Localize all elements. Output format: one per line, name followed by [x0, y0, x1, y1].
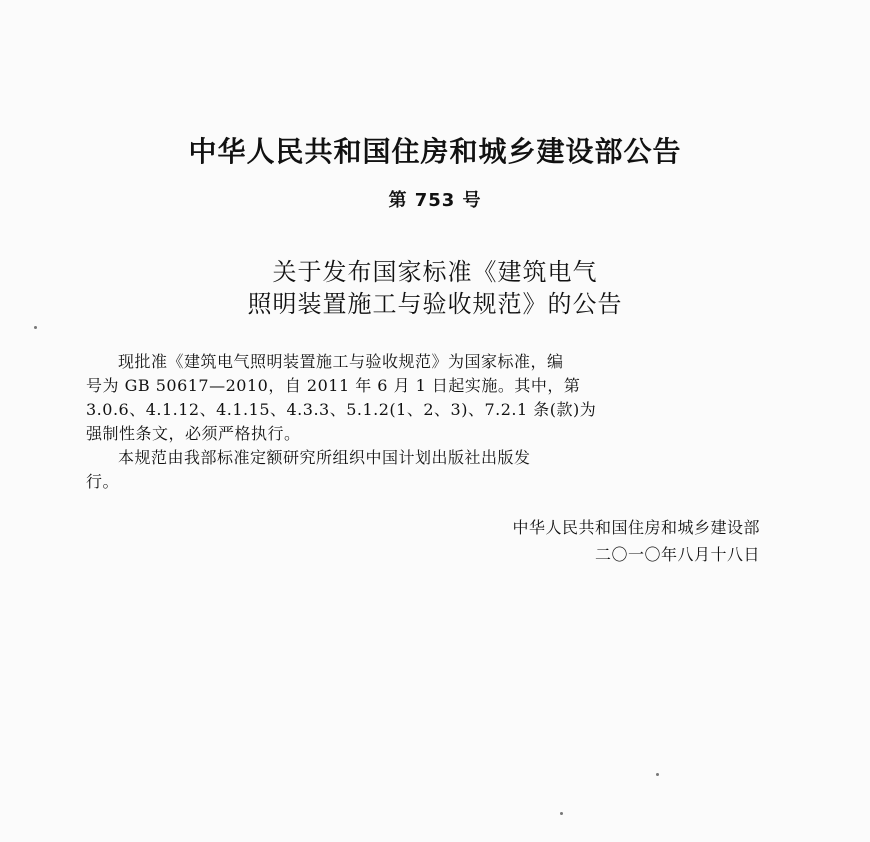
paragraph-line: 行。 — [86, 472, 120, 491]
subtitle-line-1: 关于发布国家标准《建筑电气 — [272, 258, 598, 286]
paragraph-approval — [86, 350, 776, 446]
signature-organization: 中华人民共和国住房和城乡建设部 — [512, 518, 760, 537]
paragraph-line: 3.0.6、4.1.12、4.1.15、4.3.3、5.1.2(1、2、3)、7.2.1 条(款)为 — [86, 400, 597, 419]
signature-date: 二〇一〇年八月十八日 — [594, 545, 760, 564]
announcement-title: 中华人民共和国住房和城乡建设部公告 — [188, 135, 682, 168]
scan-speck — [560, 812, 563, 815]
scan-speck — [34, 326, 37, 329]
paragraph-publication — [86, 446, 776, 494]
paragraph-line: 本规范由我部标准定额研究所组织中国计划出版社出版发 — [118, 448, 531, 467]
subtitle-line-2: 照明装置施工与验收规范》的公告 — [247, 290, 623, 318]
paragraph-line: 现批准《建筑电气照明装置施工与验收规范》为国家标准，编 — [118, 352, 564, 371]
paragraph-line: 强制性条文，必须严格执行。 — [86, 424, 301, 443]
paragraph-line: 号为 GB 50617—2010，自 2011 年 6 月 1 日起实施。其中，第 — [86, 376, 581, 395]
scan-speck — [656, 773, 659, 776]
announcement-number: 第 753 号 — [388, 190, 482, 211]
